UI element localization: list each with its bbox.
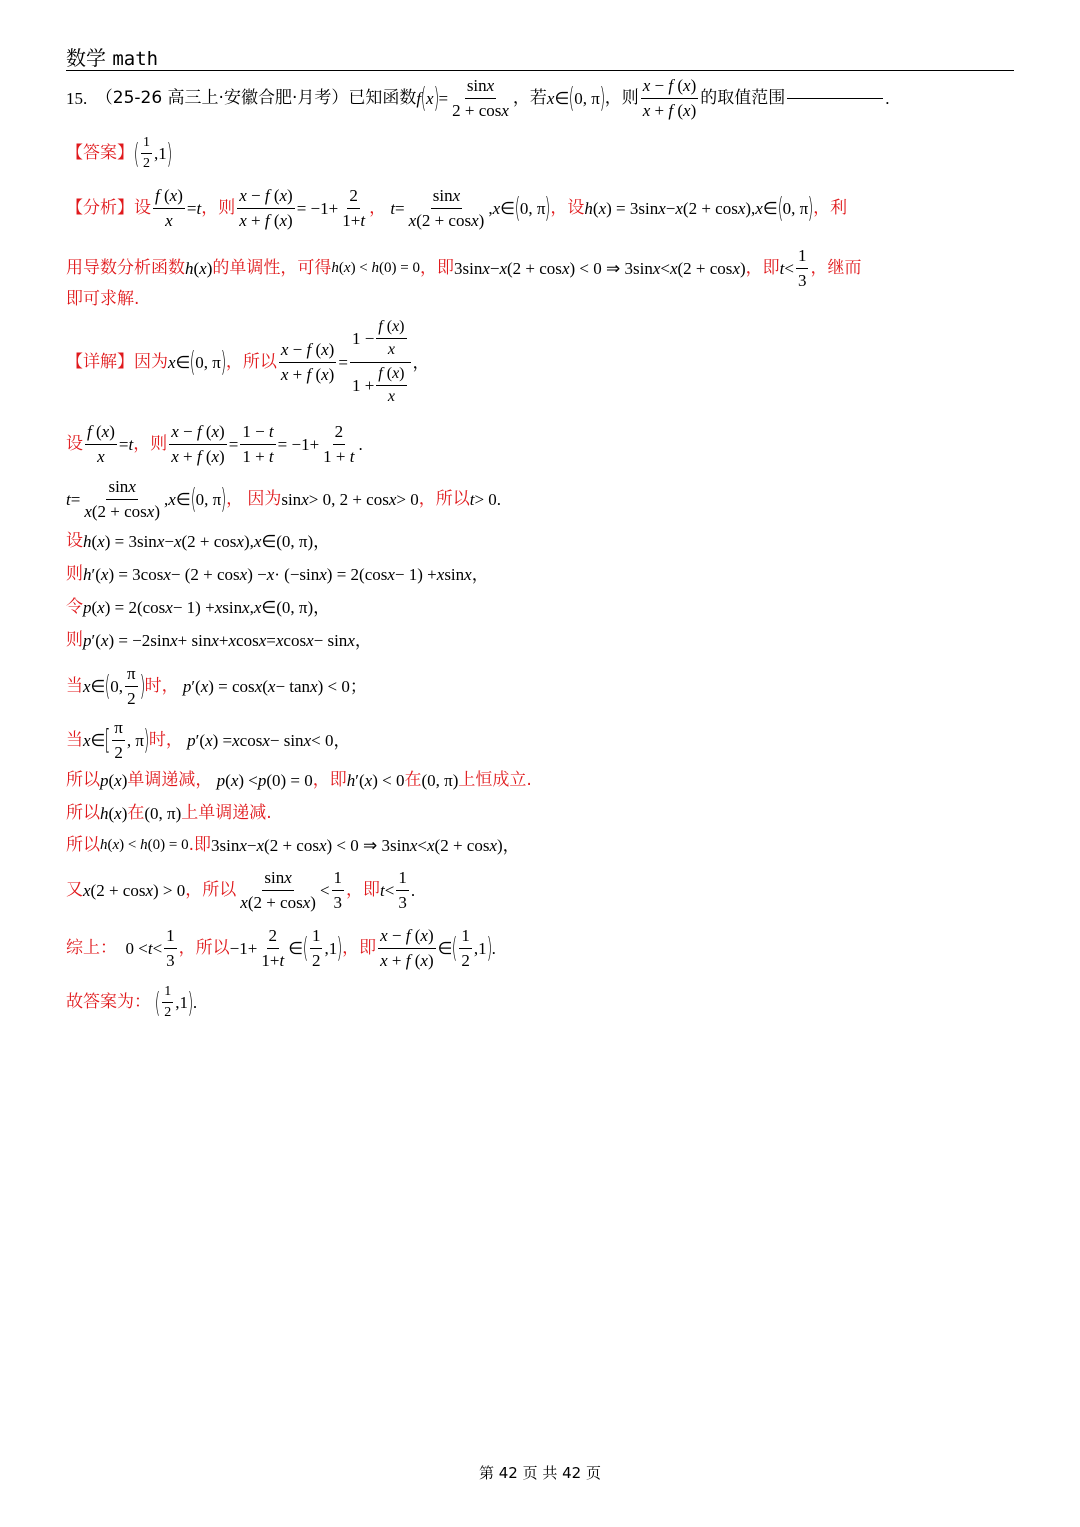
header-title	[66, 42, 158, 71]
analysis-line-1: 【分析】 设 $\frac{f (x)}{x}$ = t ， 则 $\frac{x - f (x)}{x + f (x)}$ = −1+ $\frac{2}{1+t}$ ， t = $\frac{\sin x}{x(2 + \cos x)}$ , x ∈ ( 0, π ) ， 设 h ( x ) = 3sin x − x (2 + cos x ), x ∈ ( 0, π ) ， 利	[66, 186, 848, 230]
detail-line-7: 则 p ′( x ) = −2sin x + sin x + x cos x = x cos x − sin x ，	[66, 630, 372, 650]
detail-line-1: 【详解】 因为 x ∈ ( 0, π ) ， 所以 $\frac{x - f (x)}{x + f (x)}$ = 1 − $\frac{f (x)}{x}$ 1 + $\frac{f (x)}{x}$ ，	[66, 318, 430, 406]
fraction: $\frac{x - f (x)}{x + f (x)}$	[642, 76, 697, 120]
page-footer: 第 42 页 共 42 页	[478, 1464, 601, 1482]
detail-line-3: t = $\frac{\sin x}{x(2 + \cos x)}$ , x ∈ ( 0, π ) ， 因为 sin x > 0, 2 + cos x > 0 ， 所以 t > 0.	[66, 477, 502, 521]
analysis-line-2: 用导数分析函数 h ( x ) 的单调性，可得 h(x) < h(0) = 0 ， 即 3sin x − x (2 + cos x ) < 0 ⇒ 3sin x < x (2 + cos x ) ， 即 t < $\frac{1}{3}$ ， 继而	[66, 246, 862, 290]
detail-line-8: 当 x ∈ ( 0, $\frac{\pi}{2}$ ) 时， p ′( x ) = cos x ( x − tan x ) < 0；	[66, 664, 367, 708]
header-title-en: math	[112, 48, 159, 70]
detail-line-2: 设 $\frac{f (x)}{x}$ = t ， 则 $\frac{x - f (x)}{x + f (x)}$ = $\frac{1 - t}{1 + t}$ = −1+ $\frac{2}{1 + t}$ .	[66, 422, 363, 466]
detail-line-14: 综上： 0 < t < $\frac{1}{3}$ ， 所以 −1+ $\frac{2}{1+t}$ ∈ ( $\frac{1}{2}$ ,1 ) ， 即 $\frac{x - f (x)}{x + f (x)}$ ∈ ( $\frac{1}{2}$ ,1 ) .	[66, 926, 496, 970]
detail-line-6: 令 p ( x ) = 2(cos x − 1) + x sin x , x ∈(0, π)，	[66, 597, 331, 617]
analysis-line-3: 即可求解.	[66, 289, 140, 309]
page-header	[66, 40, 1014, 71]
answer-line: 【答案】 ( $\frac{1}{2}$ ,1 )	[66, 135, 172, 172]
detail-line-9: 当 x ∈ [ $\frac{\pi}{2}$ , π ) 时， p ′( x ) = x cos x − sin x < 0，	[66, 718, 351, 762]
detail-line-11: 所以 h ( x ) 在 (0, π) 上单调递减.	[66, 803, 272, 823]
header-title-cn: 数学	[66, 46, 106, 70]
question-line: 15. （25-26 高三上·安徽合肥·月考）已知函数 f ( x ) = $\frac{\sin x}{2 + \cos x}$ ， 若 x ∈ ( 0, π ) ， 则 $\frac{x - f (x)}{x + f (x)}$ 的取值范围 .	[66, 76, 890, 120]
detail-line-12: 所以 h(x) < h(0) = 0 .即 3sin x − x (2 + cos x ) < 0 ⇒ 3sin x < x (2 + cos x )，	[66, 835, 520, 855]
detail-line-15: 故答案为： ( $\frac{1}{2}$ ,1 ) .	[66, 984, 198, 1021]
answer-blank	[787, 97, 883, 99]
detail-line-5: 则 h ′( x ) = 3cos x − (2 + cos x ) − x · (−sin x ) = 2(cos x − 1) + x sin x ，	[66, 564, 489, 584]
detail-line-13: 又 x (2 + cos x ) > 0 ， 所以 $\frac{\sin x}{x(2 + \cos x)}$ < $\frac{1}{3}$ ， 即 t < $\frac{1}{3}$ .	[66, 868, 416, 912]
analysis-label: 【分析】	[66, 197, 134, 218]
question-source: （25-26 高三上·安徽合肥·月考）已知函数	[95, 87, 417, 108]
question-number: 15.	[66, 88, 88, 108]
detail-line-10: 所以 p ( x ) 单调递减， p ( x ) < p (0) = 0 ， 即 h ′( x ) < 0 在 (0, π) 上恒成立.	[66, 770, 532, 790]
answer-label: 【答案】	[66, 143, 134, 164]
fraction: $\frac{\sin x}{2 + \cos x}$	[452, 76, 509, 120]
detail-line-4: 设 h ( x ) = 3sin x − x (2 + cos x ), x ∈(0, π)，	[66, 531, 331, 551]
detail-label: 【详解】	[66, 351, 134, 372]
